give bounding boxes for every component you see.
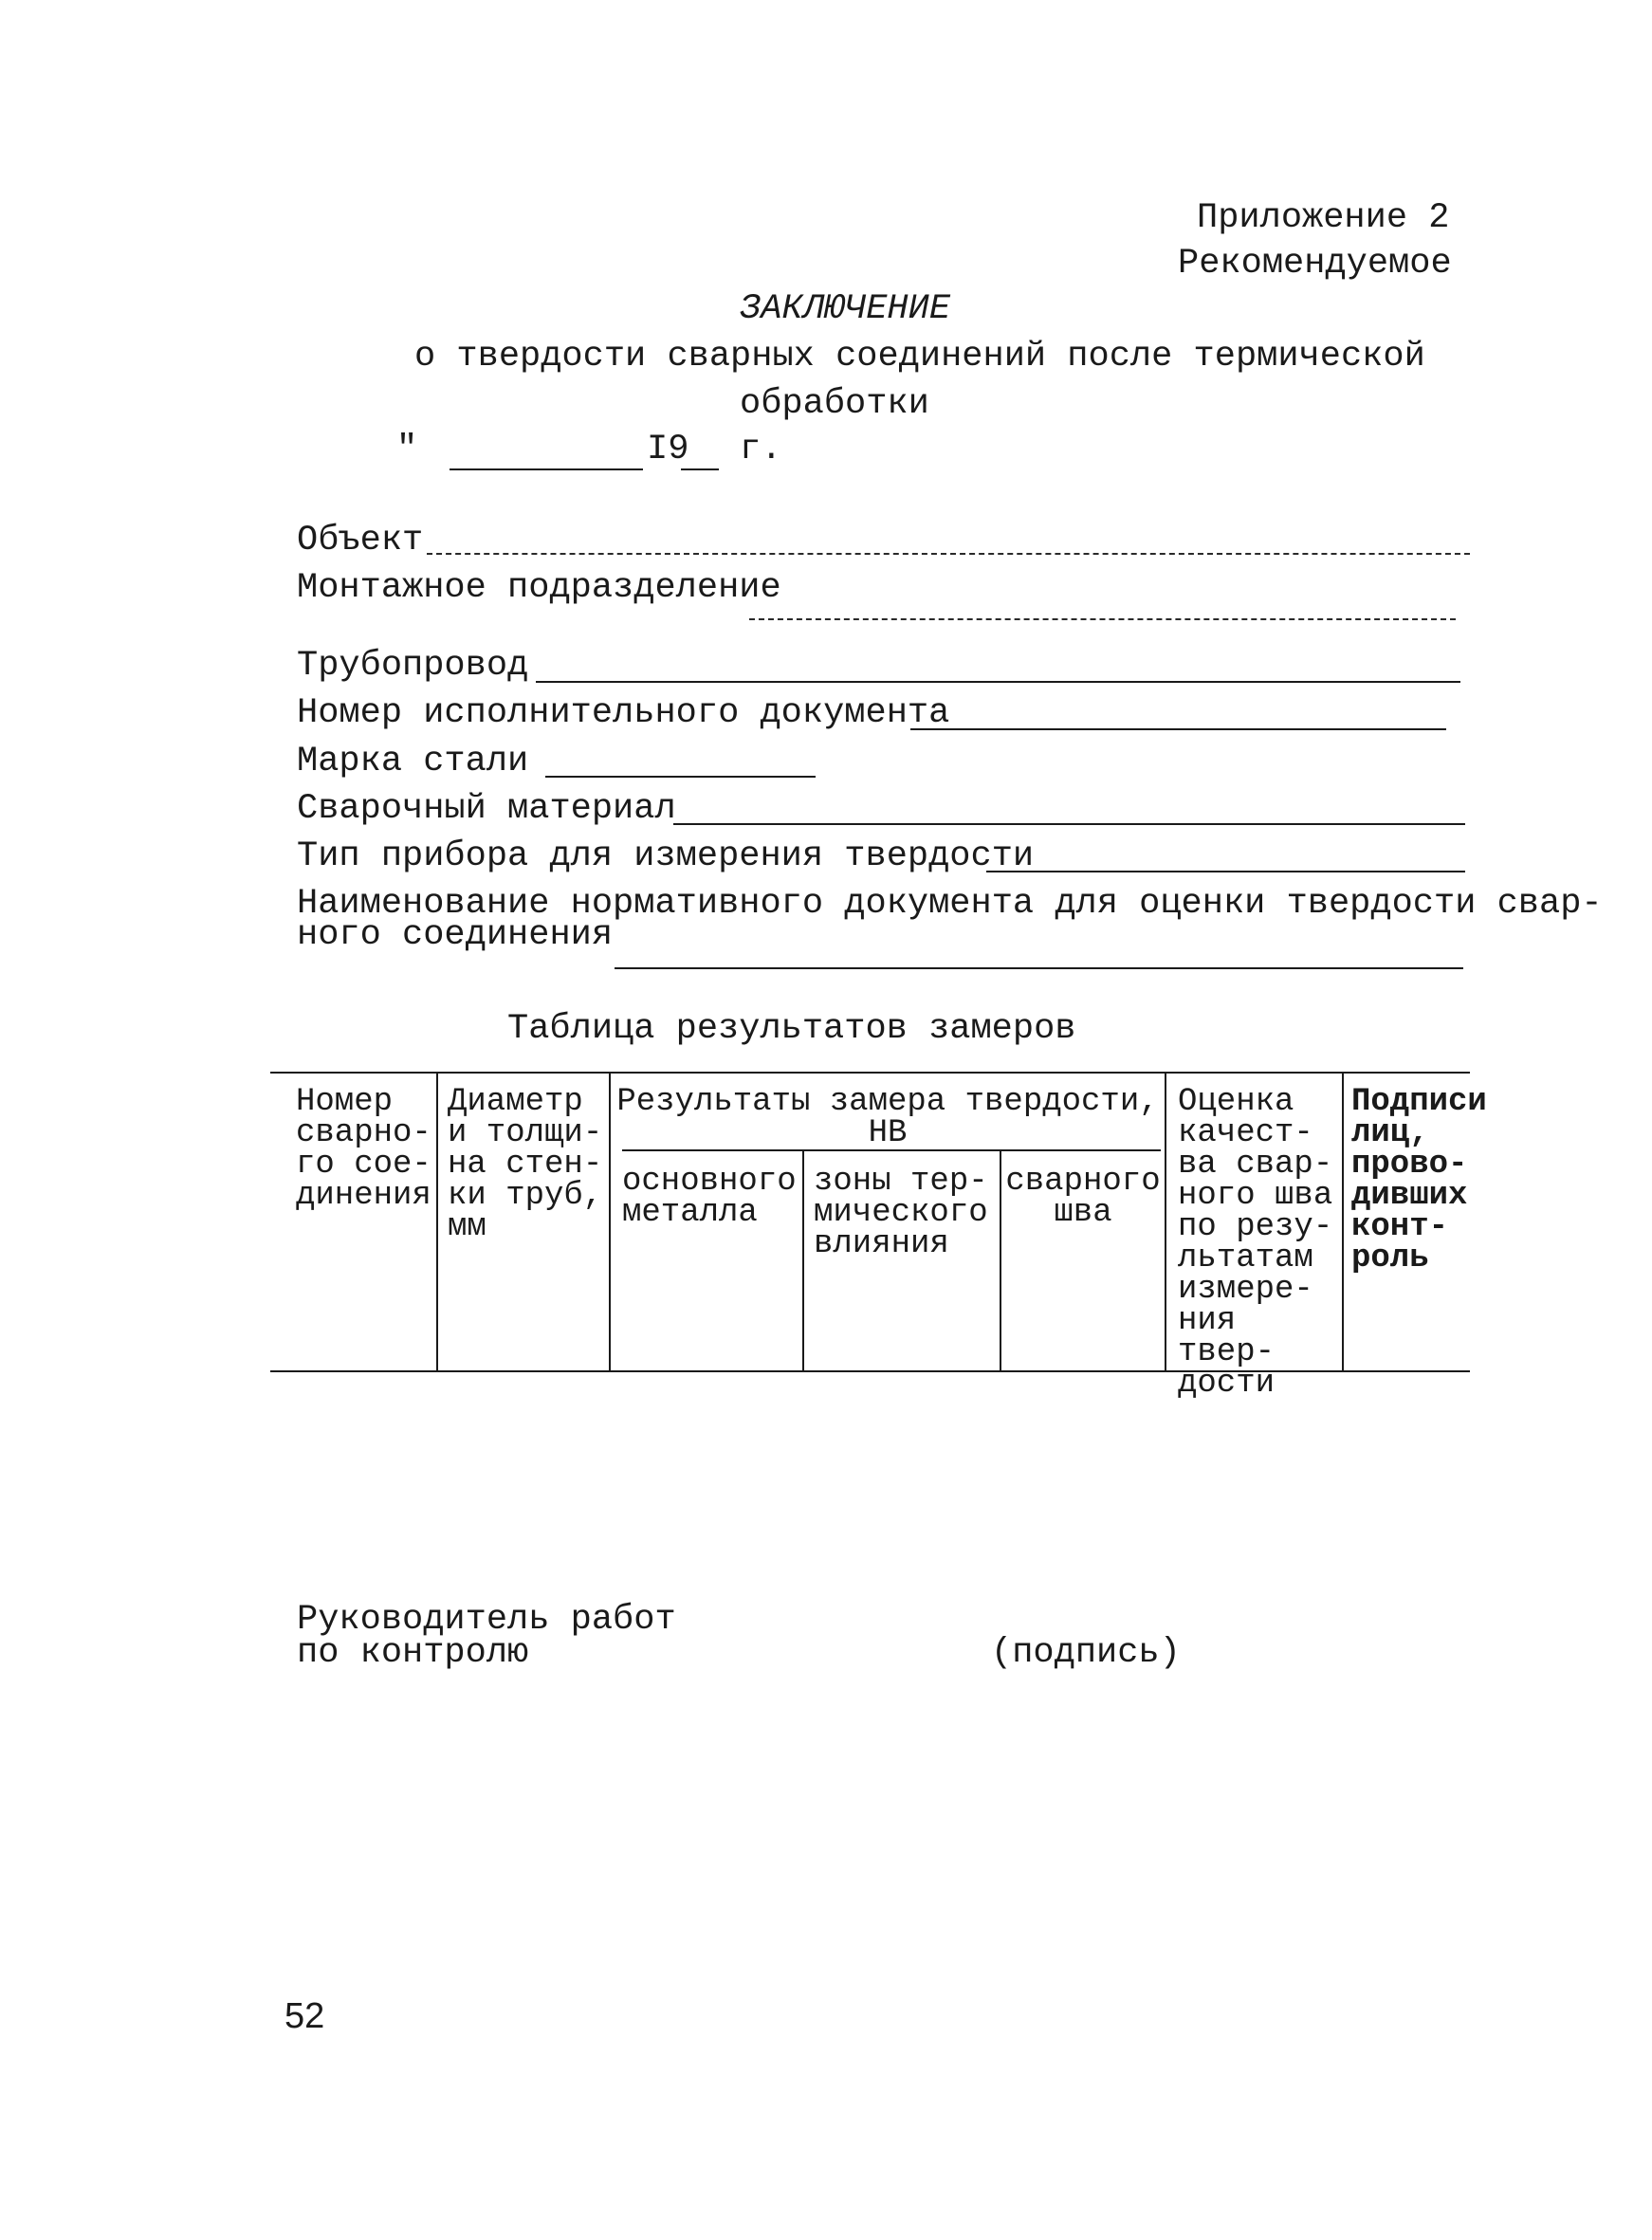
date-day-month-blank xyxy=(450,468,643,470)
table-header-results: Результаты замера твердости, НВ xyxy=(616,1084,1159,1151)
field-steel-label: Марка стали xyxy=(297,742,529,781)
date-year-prefix: I9 xyxy=(647,430,689,469)
field-weld-material-line xyxy=(673,823,1465,825)
table-header-diameter: Диаметр и толщи- на стен- ки труб, мм xyxy=(448,1084,603,1245)
table-top-border xyxy=(270,1072,1470,1074)
field-device-label: Тип прибора для измерения твердости xyxy=(297,836,1035,876)
table-col-divider-2 xyxy=(609,1074,611,1370)
table-caption: Таблица результатов замеров xyxy=(507,1009,1076,1049)
table-col-divider-5 xyxy=(1165,1074,1166,1370)
table-header-quality: Оценка качест- ва свар- ного шва по резу- льтатам измере- ния твер- дости xyxy=(1178,1084,1333,1402)
recommended-label: Рекомендуемое xyxy=(1178,244,1452,284)
field-norm-label-line-1: Наименование нормативного документа для оценки твердости свар- xyxy=(297,884,1603,924)
date-suffix: г. xyxy=(740,430,782,469)
table-header-base-metal: основного металла xyxy=(622,1164,797,1231)
field-object-label: Объект xyxy=(297,521,424,560)
head-of-work-line-1: Руководитель работ xyxy=(297,1600,676,1640)
appendix-label: Приложение 2 xyxy=(1197,198,1450,238)
table-header-weld: сварного шва xyxy=(1005,1164,1161,1231)
field-norm-label-line-2: ного соединения xyxy=(297,915,614,955)
field-exec-doc-label: Номер исполнительного документа xyxy=(297,693,950,733)
table-header-number: Номер сварно- го сое- динения xyxy=(296,1084,431,1214)
field-pipeline-line xyxy=(536,681,1460,683)
field-object-line xyxy=(427,553,1470,555)
table-header-haz: зоны тер- мического влияния xyxy=(814,1164,988,1262)
field-weld-material-label: Сварочный материал xyxy=(297,789,676,829)
date-quote: " xyxy=(396,430,418,469)
subtitle-line-1: о твердости сварных соединений после термической xyxy=(414,337,1425,376)
field-steel-line xyxy=(545,776,816,778)
subtitle-line-2: обработки xyxy=(740,384,929,424)
field-norm-line xyxy=(615,967,1463,969)
signature-caption: (подпись) xyxy=(991,1633,1181,1673)
field-exec-doc-line xyxy=(910,728,1446,730)
field-device-line xyxy=(986,871,1465,872)
table-col-divider-1 xyxy=(436,1074,438,1370)
field-division-line xyxy=(749,618,1456,620)
table-col-divider-6 xyxy=(1342,1074,1344,1370)
table-col-divider-3 xyxy=(802,1151,804,1370)
page-number: 52 xyxy=(285,1996,325,2036)
field-division-label: Монтажное подразделение xyxy=(297,568,781,608)
document-title: ЗАКЛЮЧЕНИЕ xyxy=(740,289,951,329)
head-of-work-line-2: по контролю xyxy=(297,1633,529,1673)
table-col-divider-4 xyxy=(1000,1151,1001,1370)
date-year-blank xyxy=(681,468,719,470)
field-pipeline-label: Трубопровод xyxy=(297,646,529,686)
table-header-signatures: Подписи лиц, прово- дивших конт- роль xyxy=(1351,1084,1487,1276)
